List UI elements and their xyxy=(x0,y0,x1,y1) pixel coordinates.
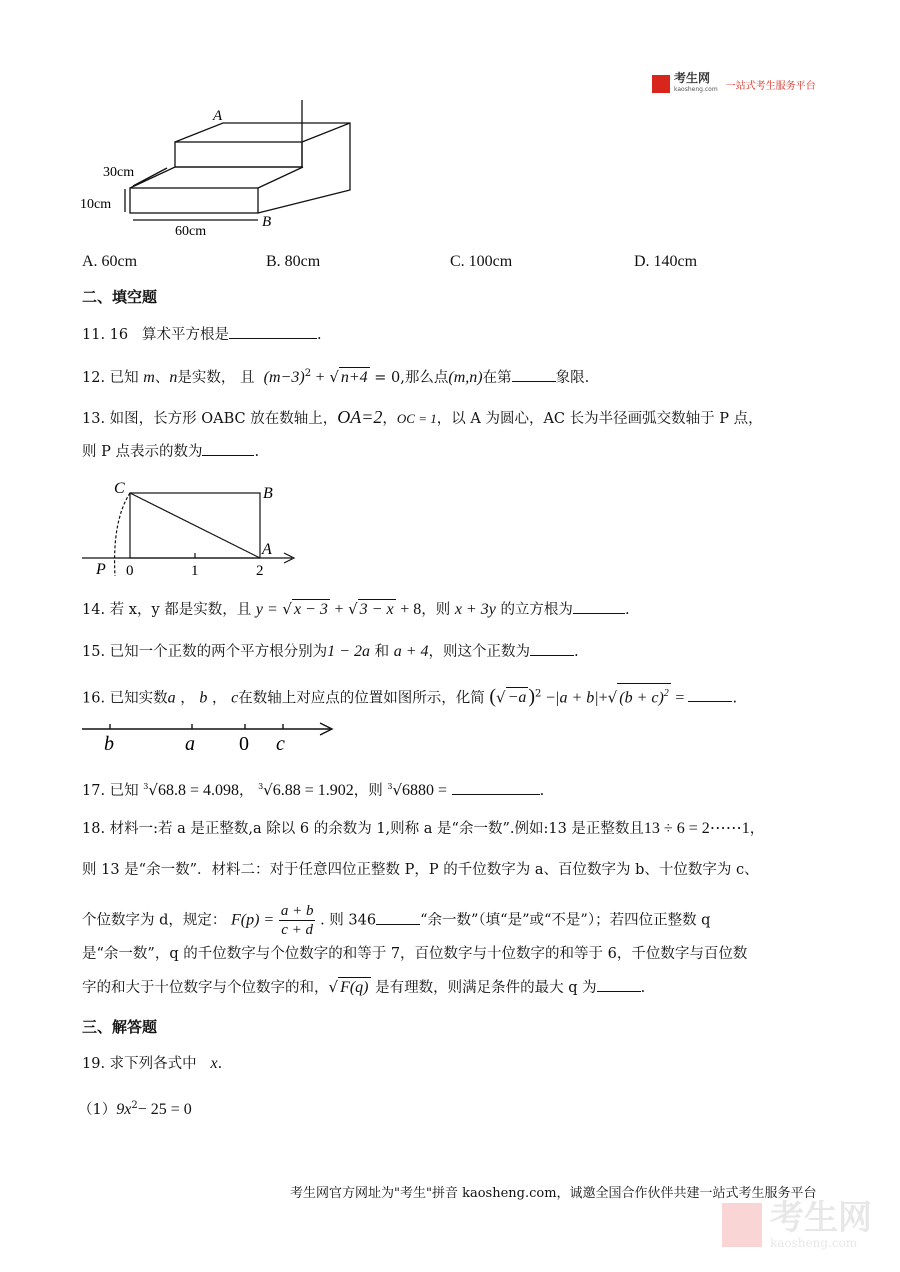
q17-e1: 68.8 = 4.098 xyxy=(157,781,239,799)
q19-1-expr: 9x xyxy=(116,1100,132,1118)
q18-l1: 18. 材料一:若 a 是正整数,a 除以 6 的余数为 1,则称 a 是“余一数”.例如:13 是正整数且 xyxy=(82,821,644,837)
q12-pre: 12. 已知 xyxy=(82,369,139,386)
question-15 xyxy=(82,641,579,662)
q12-expr: (m−3) xyxy=(263,368,305,386)
q13-c1: ， xyxy=(382,411,397,427)
q14-expr: x + 3y xyxy=(454,601,496,618)
q16-r1: −a xyxy=(507,689,527,707)
point-a: a xyxy=(185,733,195,755)
sqrt-icon: √ xyxy=(282,600,292,618)
q18-l1m: 13 ÷ 6 = 2⋯⋯1 xyxy=(643,820,750,837)
paren: ( xyxy=(489,685,496,708)
q14-mid: ，则 xyxy=(421,602,451,618)
label-b: B xyxy=(263,485,273,502)
q16-r2-wrap xyxy=(617,683,671,708)
q13-l1: 13. 如图，长方形 OABC 放在数轴上， xyxy=(82,411,338,427)
question-18-line-4: 是“余一数”，q 的千位数字与个位数字的和等于 7，百位数字与十位数字的和等于 6，千位数字与百位数 xyxy=(82,946,748,962)
q12-t1: 是实数， 且 xyxy=(177,369,255,386)
q16-b: b xyxy=(199,689,208,707)
q16-pre: 16. 已知实数 xyxy=(82,690,168,707)
paren: ) xyxy=(528,685,536,708)
sqrt-icon: √ xyxy=(329,367,339,386)
label-c: C xyxy=(114,480,125,497)
question-18-line-3 xyxy=(82,902,710,939)
q16-exp: 2 xyxy=(663,688,669,699)
label-a: A xyxy=(262,541,272,558)
q15-and: 和 xyxy=(374,644,390,660)
q12-rad: n+4 xyxy=(340,368,368,386)
q16-r2: (b + c) xyxy=(619,689,664,707)
answer-blank[interactable] xyxy=(530,641,574,656)
q18-l1e: ， xyxy=(749,821,765,837)
question-17: 17. 已知 $^3$√68.8 = 4.098， $^3$√6.88 = 1.902，则 $^3$√6880 = . xyxy=(82,780,545,799)
watermark-logo-icon xyxy=(722,1203,762,1247)
q14-r1: x − 3 xyxy=(293,601,328,618)
answer-blank[interactable] xyxy=(512,367,556,382)
q19-x: x xyxy=(210,1055,218,1072)
q16-a: a xyxy=(167,689,176,707)
cube-index: 3 xyxy=(143,782,149,791)
q14-pre: 14. 若 x，y 都是实数，且 xyxy=(82,602,252,618)
q18-l3c: “余一数”（填“是”或“不是”）；若四位正整数 q xyxy=(420,912,711,929)
answer-blank[interactable] xyxy=(452,780,540,795)
q14-y: y = xyxy=(255,601,278,618)
q12-m: m xyxy=(143,368,155,386)
question-11 xyxy=(82,324,322,345)
q13-oa: OA=2 xyxy=(337,407,383,427)
logo-text: 考生网 xyxy=(674,71,711,85)
q17-pre: 17. 已知 xyxy=(82,782,139,799)
q17-end: . xyxy=(539,782,545,799)
question-19-part-1 xyxy=(78,1096,192,1120)
stairs-figure xyxy=(75,100,365,245)
section-2-heading: 二、填空题 xyxy=(82,288,158,306)
q11-end: . xyxy=(316,327,322,343)
slogan: 一站式考生服务平台 xyxy=(725,80,816,92)
logo-icon xyxy=(652,75,670,93)
dim-height: 10cm xyxy=(80,197,112,212)
q13-end: . xyxy=(254,444,260,460)
q12-plus: + xyxy=(315,368,325,386)
q19-1-num: （1） xyxy=(78,1101,117,1118)
q16-end: . xyxy=(732,690,738,707)
option-b: B. 80cm xyxy=(266,253,321,270)
q12-exp: 2 xyxy=(304,368,312,379)
q12-eq: = 0,那么点 xyxy=(374,369,449,386)
option-d: D. 140cm xyxy=(634,253,698,270)
answer-blank[interactable] xyxy=(229,324,317,339)
question-18-line-1 xyxy=(82,819,764,839)
q13-l1b: ，以 A 为圆心，AC 长为半径画弧交数轴于 P 点， xyxy=(436,411,763,427)
q19-1-exp: 2 xyxy=(131,1100,138,1111)
question-12 xyxy=(82,364,589,388)
number-line-abc-figure xyxy=(80,716,340,756)
frac-den: c + d xyxy=(281,922,314,938)
label-p: P xyxy=(96,561,106,578)
tick-1: 1 xyxy=(191,563,199,579)
q16-c: c xyxy=(231,689,239,707)
sqrt-icon: √ xyxy=(328,978,339,996)
footer-text: 考生网官方网址为"考生"拼音 kaosheng.com，诚邀全国合作伙伴共建一站式考生服务平台 xyxy=(290,1186,817,1201)
logo-sub: kaosheng.com xyxy=(674,86,718,93)
sqrt-icon: √ xyxy=(348,600,358,618)
frac-num: a + b xyxy=(280,903,314,919)
tick-2: 2 xyxy=(256,563,264,579)
q12-point: (m,n) xyxy=(448,368,483,386)
q13-l2: 则 P 点表示的数为 xyxy=(82,444,203,460)
cube-index: 3 xyxy=(258,782,264,791)
watermark-text: 考生网 xyxy=(770,1198,872,1238)
number-line-rectangle-figure xyxy=(80,476,310,584)
point-b: b xyxy=(104,733,114,755)
cube-index: 3 xyxy=(387,782,393,791)
q18-fp: F(p) = xyxy=(231,911,275,929)
q15-pre: 15. 已知一个正数的两个平方根分别为 xyxy=(82,644,328,660)
question-16: 16. 已知实数a ， b ， c在数轴上对应点的位置如图所示，化简 (√ −a )$^2$ −|a + b|+√ $(b + c)^2$ = . xyxy=(82,683,737,708)
cbrt-icon: √ xyxy=(263,780,273,799)
fraction xyxy=(279,902,316,939)
q18-l3a: 个位数字为 d，规定： xyxy=(82,912,227,929)
q11-text: 算术平方根是 xyxy=(141,327,229,343)
q19-text: 19. 求下列各式中 xyxy=(82,1056,197,1072)
q12-n: n xyxy=(169,368,178,386)
q18-l5a: 字的和大于十位数字与个位数字的和， xyxy=(82,980,329,996)
minus: − xyxy=(546,689,556,707)
q16-eq: = xyxy=(675,689,685,707)
option-a: A. 60cm xyxy=(82,253,138,270)
label-b: B xyxy=(262,214,272,230)
brand-logo xyxy=(652,72,816,96)
q19-1-rest: − 25 = 0 xyxy=(137,1100,192,1118)
q17-e3: 6880 = xyxy=(402,781,448,799)
q16-abs: |a + b| xyxy=(555,689,599,707)
q15-e1: 1 − 2a xyxy=(327,643,370,660)
q17-e2: 6.88 = 1.902 xyxy=(272,781,354,799)
tick-0: 0 xyxy=(126,563,134,579)
q15-e2: a + 4 xyxy=(393,643,429,660)
question-14 xyxy=(82,599,630,620)
q13-oc: OC = 1 xyxy=(396,411,437,426)
q19-end: . xyxy=(217,1056,223,1072)
answer-blank[interactable] xyxy=(597,977,641,992)
q15-post: ，则这个正数为 xyxy=(428,644,530,660)
q18-l3b: . 则 346 xyxy=(320,912,377,929)
dim-width: 60cm xyxy=(175,224,207,239)
q16-mid: 在数轴上对应点的位置如图所示，化简 xyxy=(238,690,485,707)
q14-post: 的立方根为 xyxy=(500,602,573,618)
q14-end: . xyxy=(624,602,630,618)
watermark-sub: kaosheng.com xyxy=(770,1236,858,1250)
plus: + xyxy=(598,689,608,707)
point-c: c xyxy=(276,733,285,755)
question-13-line-2 xyxy=(82,441,259,462)
q12-sep: 、 xyxy=(154,369,170,386)
question-13-line-1 xyxy=(82,407,763,429)
q12-t3: 象限. xyxy=(555,369,590,386)
q17-mid: ，则 xyxy=(353,782,383,799)
option-c: C. 100cm xyxy=(450,253,513,270)
q11-num: 11. 16 xyxy=(82,327,129,343)
sqrt-icon: √ xyxy=(496,688,506,707)
question-18-line-5 xyxy=(82,977,645,998)
q14-plus: + xyxy=(334,601,344,618)
q15-end: . xyxy=(573,644,579,660)
answer-blank[interactable] xyxy=(376,910,420,925)
question-19 xyxy=(82,1054,222,1074)
point-zero: 0 xyxy=(239,733,249,755)
cbrt-icon: √ xyxy=(392,780,403,799)
question-18-line-2: 则 13 是“余一数”．材料二：对于任意四位正整数 P，P 的千位数字为 a、百位数字为 b、十位数字为 c、 xyxy=(82,862,759,878)
label-a: A xyxy=(213,108,223,124)
answer-blank[interactable] xyxy=(688,687,732,702)
answer-blank[interactable] xyxy=(573,599,625,614)
q18-fq: F(q) xyxy=(340,979,369,996)
q14-r2: 3 − x xyxy=(359,601,394,618)
watermark xyxy=(722,1200,872,1250)
q12-t2: 在第 xyxy=(482,369,512,386)
q18-end: . xyxy=(640,980,646,996)
sqrt-icon: √ xyxy=(607,688,618,707)
q18-l5b: 是有理数，则满足条件的最大 q 为 xyxy=(375,980,597,996)
q16-exp: 2 xyxy=(535,688,542,700)
answer-blank[interactable] xyxy=(202,441,254,456)
q14-rest: + 8 xyxy=(400,601,422,618)
section-3-heading: 三、解答题 xyxy=(82,1018,158,1036)
dim-depth: 30cm xyxy=(103,165,135,180)
cbrt-icon: √ xyxy=(148,780,158,799)
